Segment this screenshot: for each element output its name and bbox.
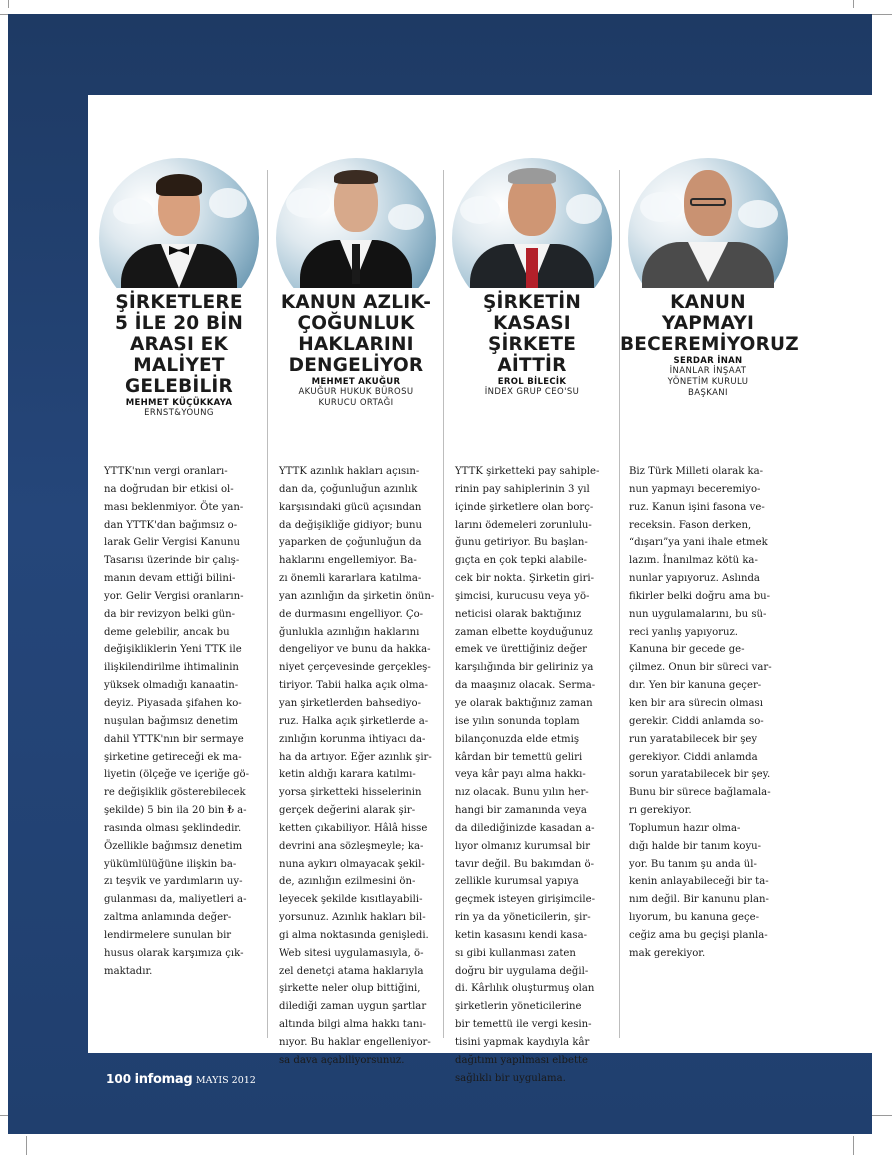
author-name: MEHMET AKUĞUR [311, 377, 401, 387]
interview-headline: KANUN AZLIK- ÇOĞUNLUK HAKLARINI DENGELİYOR [280, 292, 432, 376]
portrait-photo [452, 158, 612, 288]
author-name: SERDAR İNAN [673, 356, 743, 366]
portrait-photo [276, 158, 436, 288]
article-body: YTTK azınlık hakları açısın- dan da, çoğunluğun azınlık karşısındaki gücü açısından da değişikliğe gidiyor; bunu yaparken de çoğunluğun da haklarını engellemiyor. Ba- zı önemli kararlara katılma- yan azınlığın da şirketin önün- de durmasını engelliyor. Ço- ğunlukla azınlığın haklarını dengeliyor ve bunu da hakka- niyet çerçevesinde gerçekleş- tiriyor. Tabii halka açık olma- yan şirketlerden bahsediyo- ruz. Halka açık şirketlerde a- zınlığın korunma ihtiyacı da- ha da artıyor. Eğer azınlık şir- ketin aldığı karara katılmı- yorsa şirketteki hisselerinin gerçek değerini alarak şir- ketten çıkabiliyor. Hâlâ hisse devrini ana sözleşmeyle; ka- nuna aykırı olmayacak şekil- de, azınlığın ezilmesini ön- leyecek şekilde kısıtlayabili- yorsunuz. Azınlık hakları bil- gi alma noktasında genişledi. Web sitesi uygulamasıyla, ö- zel denetçi atama haklarıyla şirkette neler olup bittiğini, dilediği zaman uygun şartlar altında bilgi alma hakkı tanı- nıyor. Bu haklar engelleniyor- sa dava açabiliyorsunuz. [279, 466, 435, 1066]
crop-mark [872, 14, 892, 15]
crop-mark [853, 1136, 854, 1155]
interview-column [444, 158, 620, 398]
interview-column [93, 158, 265, 419]
author-affiliation: İNDEX GRUP CEO'SU [484, 387, 580, 397]
article-body: YTTK'nın vergi oranları- na doğrudan bir etkisi ol- ması beklenmiyor. Öte yan- dan YTTK'dan bağımsız o- larak Gelir Vergisi Kanunu Tasarısı üzerinde bir çalış- manın devam ettiği bilini- yor. Gelir Vergisi oranların- da bir revizyon belki gün- deme gelebilir, ancak bu değişikliklerin Yeni TTK ile ilişkilendirilme ihtimalinin yüksek olmadığı kanaatin- deyiz. Piyasada şifahen ko- nuşulan bağımsız denetim dahil YTTK'nın bir sermaye şirketine getireceği ek ma- liyetin (ölçeğe ve içeriğe gö- re değişiklik gösterebilecek şekilde) 5 bin ila 20 bin ₺ a- rasında olması şeklindedir. Özellikle bağımsız denetim yükümlülüğüne ilişkin ba- zı teşvik ve yardımların uy- gulanması da, maliyetleri a- zaltma anlamında değer- lendirmelere sunulan bir husus olarak karşımıza çık- maktadır. [104, 466, 250, 977]
magazine-name: infomag [134, 1072, 193, 1087]
author-affiliation: İNANLAR İNŞAAT YÖNETİM KURULU BAŞKANI [667, 366, 749, 398]
crop-mark [26, 1136, 27, 1155]
issue-date: MAYIS 2012 [195, 1075, 256, 1086]
crop-mark [8, 0, 9, 8]
crop-mark [0, 1115, 8, 1116]
page-footer [106, 1072, 256, 1087]
author-affiliation: AKUĞUR HUKUK BÜROSU KURUCU ORTAĞI [298, 387, 414, 408]
article-body: Biz Türk Milleti olarak ka- nun yapmayı beceremiyo- ruz. Kanun işini fasona ve- receksin. Fason derken, “dışarı”ya yani ihale etmek lazım. İnanılmaz kötü ka- nunlar yapıyoruz. Aslında fikirler belki doğru ama bu- nun uygulamalarını, bu sü- reci yanlış yapıyoruz. Kanuna bir gecede ge- çilmez. Onun bir süreci var- dır. Yen bir kanuna geçer- ken bir ara sürecin olması gerekir. Ciddi anlamda so- run yaratabilecek bir şey gerekiyor. Ciddi anlamda sorun yaratabilecek bir şey. Bunu bir sürece bağlamala- rı gerekiyor. Toplumun hazır olma- dığı halde bir tanım koyu- yor. Bu tanım şu anda ül- kenin anlayabileceği bir ta- nım değil. Bir kanunu plan- lıyorum, bu kanuna geçe- ceğiz ama bu geçişi planla- mak gerekiyor. [629, 466, 772, 959]
interview-headline: ŞİRKETLERE 5 İLE 20 BİN ARASI EK MALİYET GELEBİLİR [114, 292, 244, 397]
portrait-photo [628, 158, 788, 288]
crop-mark [853, 0, 854, 8]
interview-headline: ŞİRKETİN KASASI ŞİRKETE AİTTİR [482, 292, 581, 376]
crop-mark [0, 14, 8, 15]
interview-column [268, 158, 444, 409]
author-affiliation: ERNST&YOUNG [144, 408, 214, 418]
interview-headline: KANUN YAPMAYI BECEREMİYORUZ [620, 292, 799, 355]
author-name: EROL BİLECİK [497, 377, 567, 387]
portrait-photo [99, 158, 259, 288]
article-body: YTTK şirketteki pay sahiple- rinin pay sahiplerinin 3 yıl içinde şirketlere olan borç- larını ödemeleri zorunlulu- ğunu getiriyor. Bu başlan- gıçta en çok tepki alabile- cek bir nokta. Şirketin giri- şimcisi, kurucusu veya yö- neticisi olarak baktığınız zaman elbette koyduğunuz emek ve ürettiğiniz değer karşılığında bir geliriniz ya da maaşınız olacak. Serma- ye olarak baktığınız zaman ise yılın sonunda toplam bilançonuzda elde etmiş kârdan bir temettü geliri veya kâr payı alma hakkı- nız olacak. Bunu yılın her- hangi bir zamanında veya da dilediğinizde kasadan a- lıyor olmanız kurumsal bir tavır değil. Bu bakımdan ö- zellikle kurumsal yapıya geçmek isteyen girişimcile- rin ya da yöneticilerin, şir- ketin kasasını kendi kasa- sı gibi kullanması zaten doğru bir uygulama değil- di. Kârlılık oluşturmuş olan şirketlerin yöneticilerine bir temettü ile vergi kesin- tisini yapmak kaydıyla kâr dağıtımı yapılması elbette sağlıklı bir uygulama. [455, 466, 600, 1084]
interview-column [620, 158, 799, 399]
page-number: 100 [106, 1072, 132, 1086]
crop-mark [872, 1115, 892, 1116]
author-name: MEHMET KÜÇÜKKAYA [125, 398, 233, 408]
